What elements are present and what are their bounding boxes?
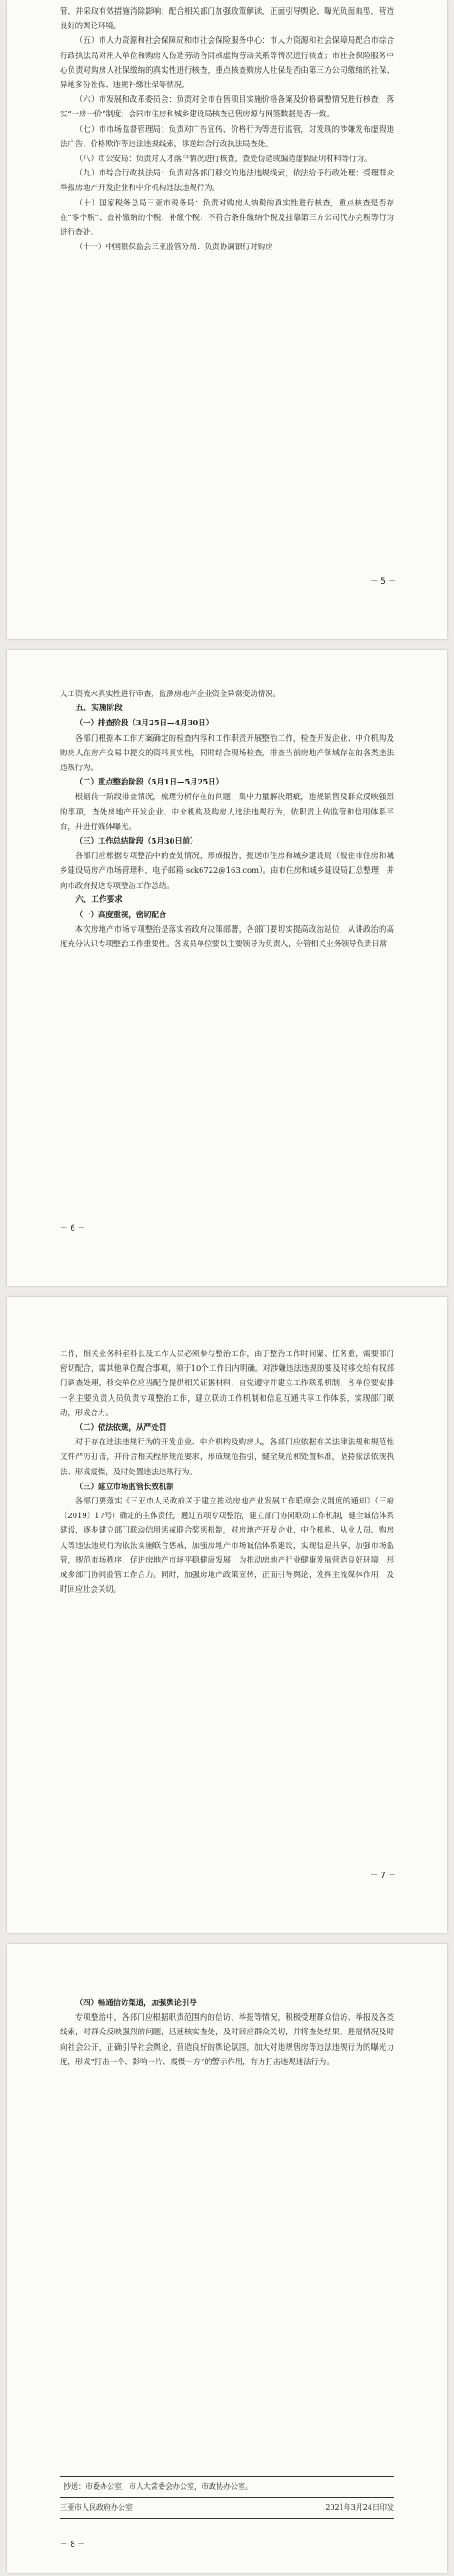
page-5-body bbox=[60, 4, 394, 254]
issue-date: 2021年3月24日印发 bbox=[325, 2503, 394, 2511]
issuer-row bbox=[60, 2498, 394, 2518]
body-paragraph: 管，并采取有效措施消除影响；配合相关部门加强政策解读，正面引导舆论，曝光负面典型，营造良好的舆论环境。 bbox=[60, 6, 394, 31]
body-paragraph: （五）市人力资源和社会保障局和市社会保险服务中心：市人力资源和社会保障局配合市综合行政执法局对用人单位和购房人伪造劳动合同或虚构劳动关系等情况进行核查；市社会保险服务中心负责对购房人社保缴纳的真实性进行核查，重点核查购房人社保是否由第三方公司缴纳的社保、异地多份社保、违规补缴社保等情况。 bbox=[60, 35, 394, 90]
requirement-2-text: 对于存在违法违规行为的开发企业、中介机构及购房人，各部门应依据有关法律法规和规范性文件严厉打击，并符合相关程序规范要求，形成规范指引，健全规范和处置标准，坚持依法依规执法、形成震慑，及时处置违法违规行为。 bbox=[60, 1437, 394, 1476]
body-paragraph: （九）市综合行政执法局：负责对各部门移交的违法违规线索，依法给予行政处理；受理群众举报房地产开发企业和中介机构违法违规行为。 bbox=[60, 168, 394, 193]
distribution-footer bbox=[60, 2476, 394, 2519]
page-number: － 7 － bbox=[370, 1872, 396, 1881]
body-paragraph: （十一）中国银保监会三亚监管分局：负责协调银行对购房 bbox=[74, 242, 273, 252]
phase-1-text: 各部门根据本工作方案确定的检查内容和工作职责开展整治工作，检查开发企业、中介机构及购房人在房产交易中提交的资料真实性，同时结合现场检查，排查当前房地产领域存在的各类违法违规行为。 bbox=[60, 733, 394, 773]
footer-bottom-rule bbox=[60, 2518, 394, 2519]
document-page-8 bbox=[7, 1944, 447, 2573]
body-paragraph: （六）市发展和改革委员会：负责对全市在售项目实施价格备案及价格调整情况进行核查，落实“一房一价”制度；会同市住房和城乡建设局核查已售房源与网签数据是否一致。 bbox=[60, 95, 394, 119]
page-7-body bbox=[60, 1346, 394, 1420]
section-heading-requirements: 六、工作要求 bbox=[75, 894, 123, 904]
requirement-4-text: 专项整治中，各部门应根据职责范围内的信访、举报等情况，积极受理群众信访、举报及各类线索，对群众反映强烈的问题，迅速核实查处，及时回应群众关切，并将查处结果、进展情况及时向社会公开，正确引导社会舆论，营造良好的舆论氛围，加大对违规售房等违法违规行为的曝光力度，形成“打击一个、影响一片、震慑一方”的警示作用，有力打击违规违法行为。 bbox=[60, 2012, 394, 2066]
phase-2-title: （二）重点整治阶段（5月1日—5月25日） bbox=[74, 777, 223, 787]
body-paragraph: 工作，相关业务科室科长及工作人员必须参与整治工作，由于整治工作时间紧、任务重，需要部门密切配合，需其他单位配合事项，须于10个工作日内明确。对涉嫌违法违规的要及时移交给有权部门调查处理，移交单位应当配合提供相关证据材料，自觉遵守并建立工作联系机制，各单位要安排一名主要负责人员负责专项整治工作，建立联动工作机制和信息互通共享工作体系，实现部门联动，形成合力。 bbox=[60, 1349, 394, 1417]
requirement-3-text: 各部门要落实《三亚市人民政府关于建立推动房地产业发展工作联席会议制度的通知》（三府〔2019〕17号）确定的主体责任，通过五项专项整治，建立部门协同联动工作机制，健全诚信体系建设，逐步建立部门联动信用惩戒联合奖惩机制，对房地产开发企业、中介机构、从业人员、购房人等违法违规行为依法实施联合惩戒，加强房地产市场诚信体系建设，实现信息共享，加强市场监管，规范市场秩序，促进房地产市场平稳健康发展，为推动房地产行业健康发展营造良好环境，形成多部门协同监管工作合力。同时，加强房地产政策宣传，正面引导舆论，发挥主流媒体作用，及时回应社会关切。 bbox=[60, 1496, 394, 1594]
document-page-5 bbox=[7, 0, 447, 639]
phase-3-text: 各部门应根据专项整治中的查处情况，形成报告，报送市住房和城乡建设局（报住市住房和城乡建设局房产市场管理科，电子邮箱 sck6722@163.com）。由市住房和城乡建设局汇总整理，并向市政府报送专项整治工作总结。 bbox=[60, 851, 394, 890]
document-page-6 bbox=[7, 650, 447, 1286]
phase-2-text: 根据前一阶段排查情况，梳理分析存在的问题，集中力量解决瑕疵，违规销售及群众反映强烈的事项，查处房地产开发企业、中介机构及购房人违法违规行为，依职责上传监管和信用体系平台，并进行媒体曝光。 bbox=[60, 792, 394, 831]
body-paragraph: （七）市市场监督管理局：负责对广告宣传、价格行为等进行监管，对发现的涉嫌发布虚假违法广告、价格欺诈等违法违规线索，移送综合行政执法局查处。 bbox=[60, 124, 394, 148]
phase-3-title: （三）工作总结阶段（5月30日前） bbox=[74, 836, 198, 846]
page-number: － 6 － bbox=[60, 1224, 86, 1233]
requirement-1-title: （一）高度重视，密切配合 bbox=[74, 910, 167, 920]
issuer-name: 三亚市人民政府办公室 bbox=[60, 2503, 133, 2511]
body-paragraph: （十）国家税务总局三亚市税务局：负责对购房人纳税的真实性进行核查，重点核查是否存在“零个税”、查补缴纳的个税、补缴个税、不符合条件缴纳个税及挂靠第三方公司代办完税等行为进行查处。 bbox=[60, 197, 394, 237]
requirement-2-title: （二）依法依规，从严处罚 bbox=[74, 1423, 167, 1433]
page-6-body bbox=[60, 686, 394, 701]
requirement-1-text: 本次房地产市场专项整治是落实省政府决策部署，各部门要切实提高政治站位，从讲政治的高度充分认识专项整治工作重要性。各成员单位要以主要领导为负责人，分管相关业务领导负责日常 bbox=[60, 924, 394, 949]
page-number: － 8 － bbox=[60, 2541, 86, 2550]
document-page-7 bbox=[7, 1297, 447, 1933]
requirement-4-title: （四）畅通信访渠道，加强舆论引导 bbox=[74, 1998, 197, 2007]
cc-row bbox=[60, 2477, 394, 2497]
page-number: － 5 － bbox=[370, 577, 396, 586]
cc-label: 抄送： bbox=[64, 2482, 85, 2491]
cc-recipients: 市委办公室，市人大常委会办公室，市政协办公室。 bbox=[85, 2482, 252, 2491]
phase-1-title: （一）排查阶段（3月25日—4月30日） bbox=[74, 718, 214, 728]
section-heading-implementation: 五、实施阶段 bbox=[75, 704, 123, 714]
body-paragraph: （八）市公安局：负责对人才落户情况进行核查，查处伪造或编造虚假证明材料等行为。 bbox=[74, 154, 372, 164]
body-paragraph: 人工资流水真实性进行审查，监测房地产企业资金异常变动情况。 bbox=[60, 689, 281, 698]
requirement-3-title: （三）建立市场监管长效机制 bbox=[74, 1481, 174, 1491]
